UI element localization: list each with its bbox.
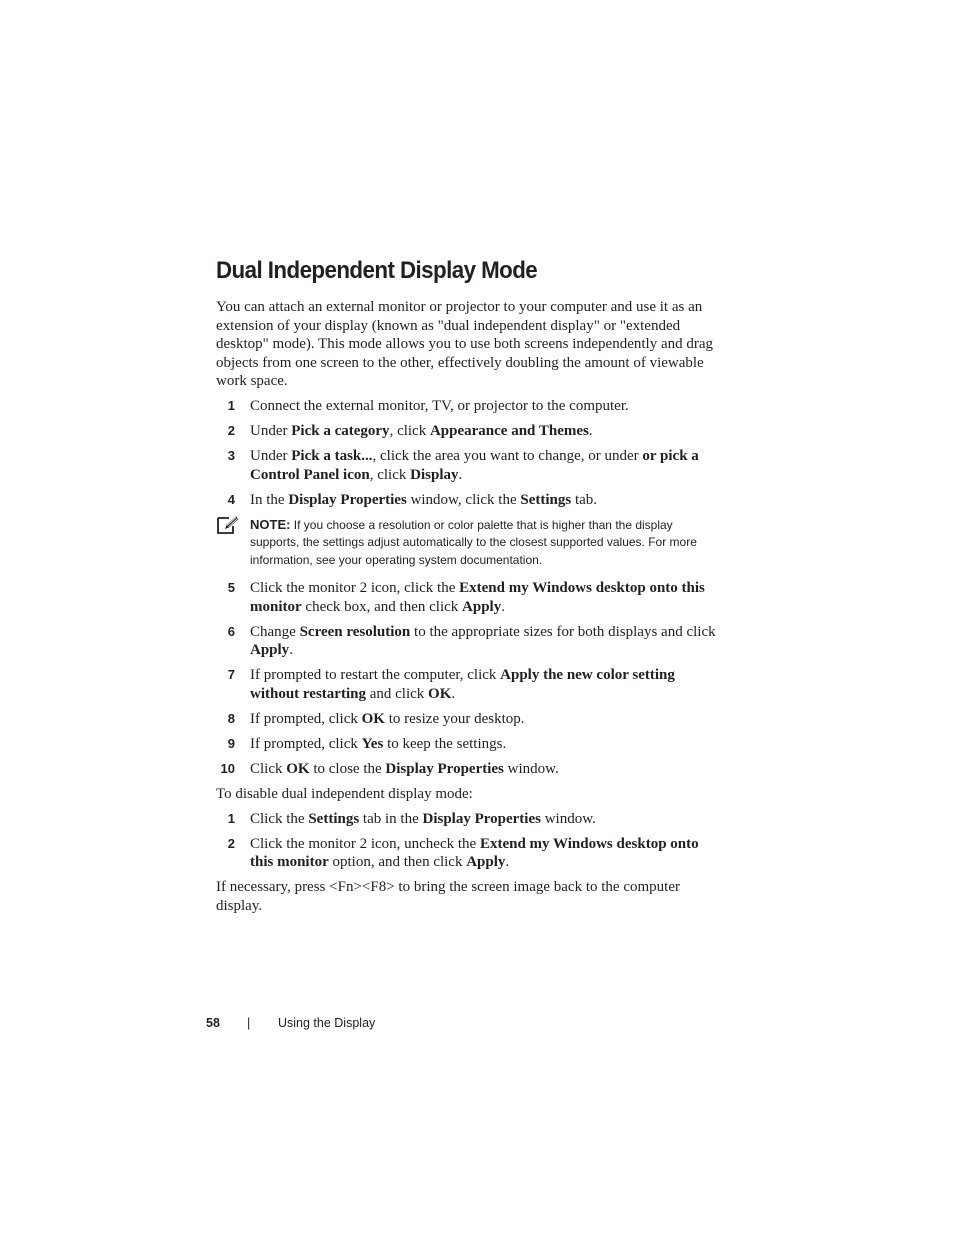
step-ui-term: Apply bbox=[462, 598, 502, 615]
step-item bbox=[216, 735, 716, 754]
step-ui-term: Yes bbox=[361, 736, 384, 752]
step-number: 1 bbox=[227, 810, 235, 826]
step-text: . bbox=[451, 686, 456, 703]
steps-list bbox=[216, 397, 716, 509]
step-text: . bbox=[458, 466, 463, 483]
step-ui-term: Screen resolution bbox=[299, 623, 411, 640]
page-number: 58 bbox=[206, 1016, 220, 1030]
step-number: 6 bbox=[227, 623, 235, 639]
step-ui-term: Display Properties bbox=[288, 491, 407, 508]
pencil-note-icon bbox=[216, 515, 240, 535]
footer-separator: | bbox=[247, 1016, 251, 1030]
intro-paragraph: You can attach an external monitor or projector to your computer and use it as an extension of your display (known as "dual independent display" or "extended desktop" mode). This mode allows you to use both screens independently and drag objects from one screen to the other, effectively doubling the amount of viewable work space. bbox=[216, 299, 713, 390]
step-item bbox=[216, 397, 716, 416]
step-ui-term: Apply bbox=[466, 854, 506, 871]
step-ui-term: Apply bbox=[250, 642, 290, 659]
step-ui-term: Display bbox=[410, 466, 459, 483]
step-text: window. bbox=[540, 810, 596, 827]
note-label: NOTE: bbox=[250, 516, 291, 532]
note-text bbox=[250, 516, 716, 570]
step-text: to close the bbox=[309, 760, 386, 777]
step-item bbox=[216, 422, 716, 441]
step-ui-term: Extend my Windows desktop onto this monitor bbox=[250, 835, 699, 871]
step-text: If prompted, click bbox=[250, 711, 362, 728]
step-ui-term: Extend my Windows desktop onto this monitor bbox=[250, 580, 705, 615]
step-ui-term: Settings bbox=[520, 491, 572, 508]
step-item bbox=[216, 491, 716, 510]
step-text: . bbox=[501, 598, 505, 615]
disable-intro: To disable dual independent display mode: bbox=[216, 785, 473, 802]
step-text: Under bbox=[250, 447, 292, 464]
step-item bbox=[216, 760, 716, 779]
page-content bbox=[216, 254, 716, 921]
step-text: Click bbox=[250, 760, 287, 777]
step-text: If prompted to restart the computer, click bbox=[250, 667, 501, 684]
step-text: and click bbox=[365, 686, 429, 703]
step-ui-term: Display Properties bbox=[385, 760, 504, 777]
closing-paragraph: If necessary, press <Fn><F8> to bring the screen image back to the computer display. bbox=[216, 879, 680, 914]
step-ui-term: Pick a category bbox=[291, 422, 390, 439]
step-item bbox=[216, 579, 716, 616]
step-ui-term: OK bbox=[428, 686, 452, 703]
step-text: to the appropriate sizes for both displays and click bbox=[410, 623, 716, 640]
step-text: , click bbox=[389, 422, 430, 439]
step-text: tab. bbox=[571, 491, 598, 508]
step-text: window, click the bbox=[406, 491, 521, 508]
step-text: check box, and then click bbox=[301, 598, 463, 615]
step-ui-term: OK bbox=[361, 711, 385, 728]
page-title: Dual Independent Display Mode bbox=[216, 257, 538, 284]
step-text: Click the monitor 2 icon, click the bbox=[250, 580, 460, 597]
step-ui-term: Appearance and Themes bbox=[429, 422, 589, 439]
step-item bbox=[216, 710, 716, 729]
steps-list-continued bbox=[216, 579, 716, 778]
step-text: tab in the bbox=[359, 810, 423, 827]
step-ui-term: or pick a Control Panel icon bbox=[250, 447, 699, 483]
step-item bbox=[216, 810, 716, 829]
step-text: . bbox=[505, 854, 510, 871]
step-number: 3 bbox=[227, 447, 235, 463]
step-text: . bbox=[588, 422, 593, 439]
step-text: , click the area you want to change, or under bbox=[372, 447, 643, 464]
step-number: 5 bbox=[227, 580, 235, 596]
step-number: 7 bbox=[227, 667, 235, 683]
step-text: In the bbox=[250, 491, 289, 508]
disable-steps-list bbox=[216, 810, 716, 872]
step-number: 2 bbox=[227, 835, 235, 851]
step-text: to resize your desktop. bbox=[384, 711, 525, 728]
step-number: 9 bbox=[227, 736, 235, 751]
note-box bbox=[216, 516, 716, 570]
step-text: window. bbox=[503, 760, 559, 777]
step-text: Connect the external monitor, TV, or projector to the computer. bbox=[250, 397, 629, 414]
step-text: to keep the settings. bbox=[383, 736, 507, 752]
step-item bbox=[216, 447, 716, 484]
step-text: option, and then click bbox=[328, 854, 467, 871]
step-number: 2 bbox=[227, 422, 235, 438]
step-text: Change bbox=[250, 623, 300, 640]
note-body: If you choose a resolution or color palette that is higher than the display supports, the settings adjust automatically to the closest supported values. For more information, see your operating system documentation. bbox=[250, 517, 697, 567]
step-number: 1 bbox=[227, 397, 235, 413]
step-ui-term: Display Properties bbox=[422, 810, 541, 827]
step-text: Click the bbox=[250, 810, 309, 827]
step-ui-term: Pick a task... bbox=[291, 447, 373, 464]
step-item bbox=[216, 623, 716, 660]
step-text: If prompted, click bbox=[250, 736, 362, 752]
step-ui-term: Settings bbox=[308, 810, 360, 827]
step-text: Click the monitor 2 icon, uncheck the bbox=[250, 835, 480, 852]
step-ui-term: OK bbox=[286, 760, 310, 777]
step-text: . bbox=[289, 642, 293, 659]
step-number: 4 bbox=[227, 491, 235, 507]
step-number: 10 bbox=[220, 760, 235, 776]
step-ui-term: Apply the new color setting without restarting bbox=[250, 667, 675, 703]
step-item bbox=[216, 666, 716, 703]
step-item bbox=[216, 835, 716, 872]
footer-section-title: Using the Display bbox=[278, 1016, 376, 1030]
step-text: Under bbox=[250, 422, 292, 439]
step-number: 8 bbox=[227, 711, 235, 727]
step-text: , click bbox=[369, 466, 411, 483]
